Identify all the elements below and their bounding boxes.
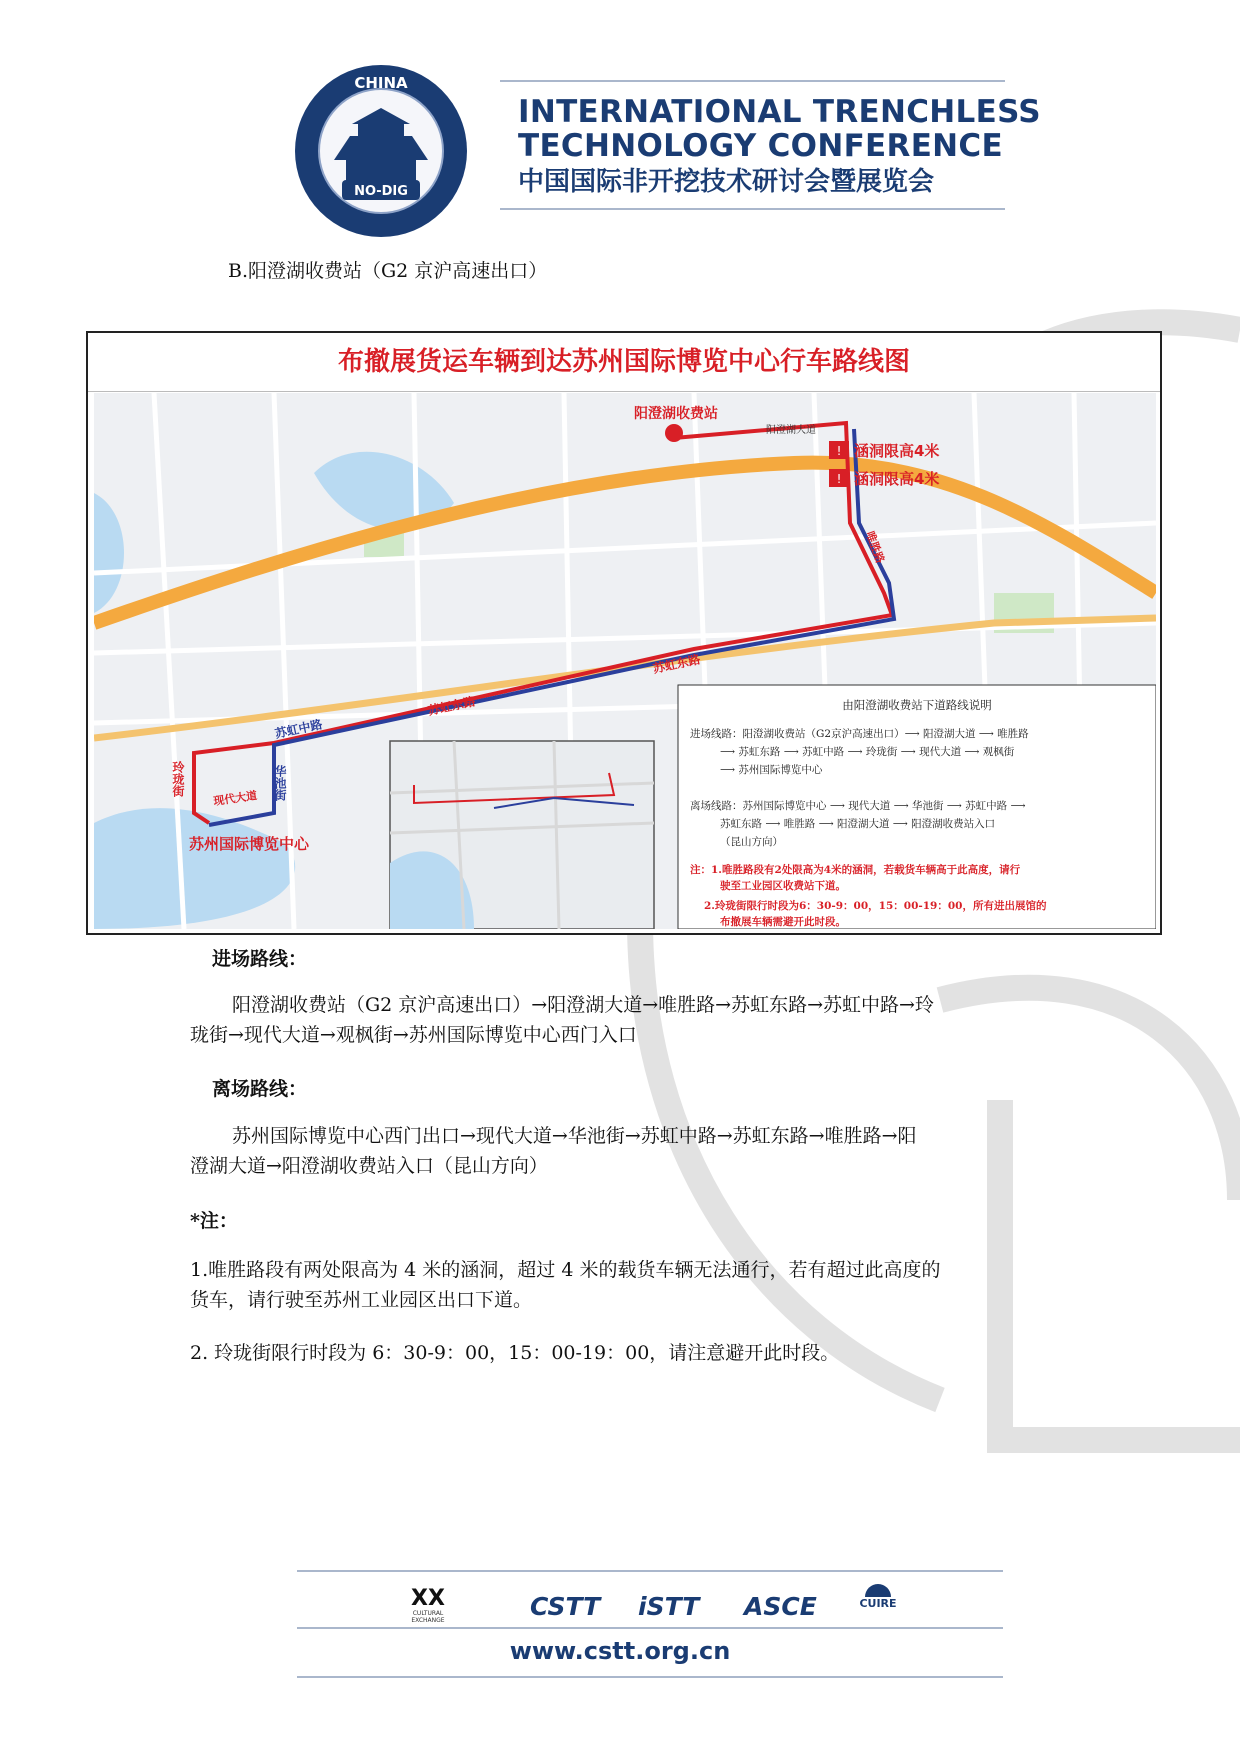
exit-text-line2: 澄湖大道→阳澄湖收费站入口（昆山方向） xyxy=(190,1155,548,1177)
map-label-toll: 阳澄湖收费站 xyxy=(634,406,718,422)
entry-heading: 进场路线： xyxy=(212,948,308,970)
cultural-exchange-text: CULTURAL xyxy=(412,1610,444,1617)
legend-note1-line1: 注：1.唯胜路段有2处限高为4米的涵洞，若载货车辆高于此高度，请行 xyxy=(690,864,1021,876)
toll-station-marker xyxy=(665,424,683,442)
asce-logo: ASCE xyxy=(744,1592,817,1621)
footer-url: www.cstt.org.cn xyxy=(509,1637,731,1665)
footer-mid-rule xyxy=(297,1627,1003,1629)
legend-note2-line2: 布撤展车辆需避开此时段。 xyxy=(720,916,846,928)
cultural-exchange-logo: XX CULTURAL EXCHANGE xyxy=(408,1588,448,1624)
map-label-suhong-mid: 苏虹中路 xyxy=(273,717,324,741)
logo-top-text: CHINA xyxy=(354,74,408,92)
map-label-culvert2: 涵洞限高4米 xyxy=(854,470,940,488)
entry-text-line2: 珑街→现代大道→观枫街→苏州国际博览中心西门入口 xyxy=(190,1024,637,1046)
map-label-huachi: 华池街 xyxy=(273,765,287,801)
logo-center-text: NO-DIG xyxy=(354,184,408,199)
header-title-line2: TECHNOLOGY CONFERENCE xyxy=(518,128,1003,164)
header-bottom-rule xyxy=(500,208,1005,210)
map-label-suhong-east: 苏虹东路 xyxy=(426,694,477,718)
warning-icon: ! xyxy=(836,444,842,458)
legend-entry-line1: 进场线路：阳澄湖收费站（G2京沪高速出口）⟶ 阳澄湖大道 ⟶ 唯胜路 xyxy=(690,728,1029,740)
note1-line2: 货车，请行驶至苏州工业园区出口下道。 xyxy=(190,1289,533,1311)
legend-exit-line3: （昆山方向） xyxy=(720,836,783,848)
map-label-linglong: 玲珑街 xyxy=(171,761,185,797)
cultural-exchange-text: EXCHANGE xyxy=(411,1617,445,1624)
figure-title: 布撤展货运车辆到达苏州国际博览中心行车路线图 xyxy=(88,333,1160,392)
route-map-figure xyxy=(86,331,1162,935)
note-heading: *注： xyxy=(190,1210,238,1232)
map-label-yangcheng-ave: 阳澄湖大道 xyxy=(766,425,816,436)
exit-heading: 离场路线： xyxy=(212,1078,308,1100)
legend-exit-line2: 苏虹东路 ⟶ 唯胜路 ⟶ 阳澄湖大道 ⟶ 阳澄湖收费站入口 xyxy=(720,818,996,830)
cuire-text: CUIRE xyxy=(859,1597,897,1610)
footer-bottom-rule xyxy=(297,1676,1003,1678)
legend-title: 由阳澄湖收费站下道路线说明 xyxy=(842,698,992,712)
map-label-weisheng: 唯胜路 xyxy=(863,529,887,566)
legend-note1-line2: 驶至工业园区收费站下道。 xyxy=(720,880,846,892)
exit-text-line1: 苏州国际博览中心西门出口→现代大道→华池街→苏虹中路→苏虹东路→唯胜路→阳 xyxy=(232,1125,917,1147)
legend-note2-line1: 2.玲珑街限行时段为6：30-9：00，15：00-19：00，所有进出展馆的 xyxy=(704,900,1047,912)
warning-icon: ! xyxy=(836,472,842,486)
cstt-no-dig-logo xyxy=(292,62,470,240)
istt-logo: iSTT xyxy=(638,1592,700,1621)
route-map xyxy=(94,393,1156,929)
footer-top-rule xyxy=(297,1570,1003,1572)
entry-text-line1: 阳澄湖收费站（G2 京沪高速出口）→阳澄湖大道→唯胜路→苏虹东路→苏虹中路→玲 xyxy=(232,994,934,1016)
legend-entry-line3: ⟶ 苏州国际博览中心 xyxy=(720,764,823,776)
legend-entry-line2: ⟶ 苏虹东路 ⟶ 苏虹中路 ⟶ 玲珑街 ⟶ 现代大道 ⟶ 观枫街 xyxy=(720,746,1015,758)
header-top-rule xyxy=(500,80,1005,82)
section-heading: B.阳澄湖收费站（G2 京沪高速出口） xyxy=(228,260,548,282)
note2: 2. 玲珑街限行时段为 6：30-9：00，15：00-19：00，请注意避开此时段。 xyxy=(190,1342,840,1364)
header-title-cn: 中国国际非开挖技术研讨会暨展览会 xyxy=(518,167,935,197)
cuire-logo xyxy=(858,1584,898,1610)
map-label-culvert1: 涵洞限高4米 xyxy=(854,442,940,460)
header-title-line1: INTERNATIONAL TRENCHLESS xyxy=(518,94,1041,130)
map-label-xiandai: 现代大道 xyxy=(212,788,258,808)
cstt-logo: CSTT xyxy=(530,1592,601,1621)
map-label-expo: 苏州国际博览中心 xyxy=(189,835,310,853)
note1-line1: 1.唯胜路段有两处限高为 4 米的涵洞，超过 4 米的载货车辆无法通行，若有超过此高度的 xyxy=(190,1259,941,1281)
map-label-suhong-east: 苏虹东路 xyxy=(651,652,702,676)
legend-exit-line1: 离场线路：苏州国际博览中心 ⟶ 现代大道 ⟶ 华池街 ⟶ 苏虹中路 ⟶ xyxy=(690,800,1026,812)
